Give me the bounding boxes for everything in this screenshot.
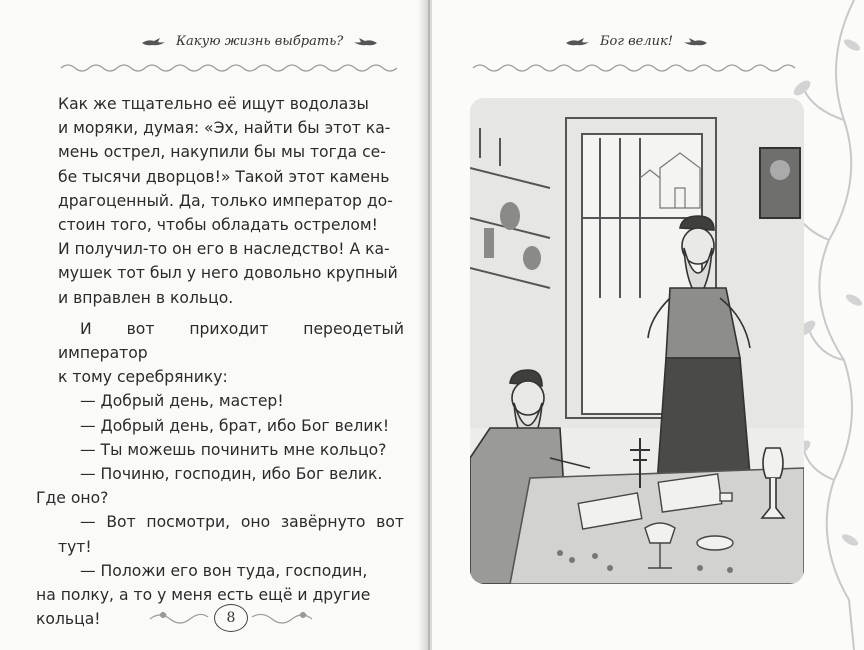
bird-icon xyxy=(353,35,379,49)
text-line: кольца! xyxy=(36,610,101,629)
page-number: 8 xyxy=(214,604,248,632)
left-running-head-text: Какую жизнь выбрать? xyxy=(176,34,344,49)
right-running-head xyxy=(564,34,709,49)
right-running-head-text: Бог велик! xyxy=(600,34,673,49)
text-line: на полку, а то у меня есть ещё и другие xyxy=(36,586,371,605)
text-line: — Ты можешь починить мне кольцо? xyxy=(80,440,387,459)
text-line: — Добрый день, брат, ибо Бог велик! xyxy=(80,416,390,435)
paragraph xyxy=(58,92,404,310)
left-page xyxy=(0,0,428,650)
text-line: к тому серебрянику: xyxy=(58,368,228,387)
workshop-drawing xyxy=(470,98,804,584)
dialogue-line xyxy=(58,414,404,438)
body-text xyxy=(36,92,404,631)
text-line: Где оно? xyxy=(36,489,109,508)
dialogue-line xyxy=(36,462,404,510)
paragraph xyxy=(58,317,404,390)
header-ornament xyxy=(56,62,406,74)
text-line: И вот приходит переодетый император xyxy=(58,319,404,363)
text-line: — Положи его вон туда, господин, xyxy=(80,561,368,580)
header-ornament xyxy=(468,62,804,74)
text-line: драгоценный. Да, только император до- xyxy=(58,191,393,210)
illustration-workshop xyxy=(470,98,804,584)
text-line: мень острел, накупили бы мы тогда се- xyxy=(58,143,386,162)
text-line: мушек тот был у него довольно крупный xyxy=(58,264,398,283)
text-line: — Вот посмотри, оно завёрнуто вот тут! xyxy=(58,513,404,556)
text-line: стоин того, чтобы обладать острелом! xyxy=(58,216,378,235)
dialogue-line xyxy=(58,510,404,558)
text-line: бе тысячи дворцов!» Такой этот камень xyxy=(58,167,390,186)
text-line: — Починю, господин, ибо Бог велик. xyxy=(80,465,383,484)
dialogue-line xyxy=(58,438,404,462)
text-line: Как же тщательно её ищут водолазы xyxy=(58,95,369,113)
left-running-head xyxy=(140,34,379,49)
text-line: и моряки, думая: «Эх, найти бы этот ка- xyxy=(58,119,391,138)
text-line: — Добрый день, мастер! xyxy=(80,392,284,411)
bird-icon xyxy=(140,35,166,49)
bird-icon xyxy=(564,35,590,49)
dialogue-line xyxy=(58,389,404,413)
text-line: и вправлен в кольцо. xyxy=(58,288,234,307)
text-line: И получил-то он его в наследство! А ка- xyxy=(58,240,390,259)
bird-icon xyxy=(683,35,709,49)
